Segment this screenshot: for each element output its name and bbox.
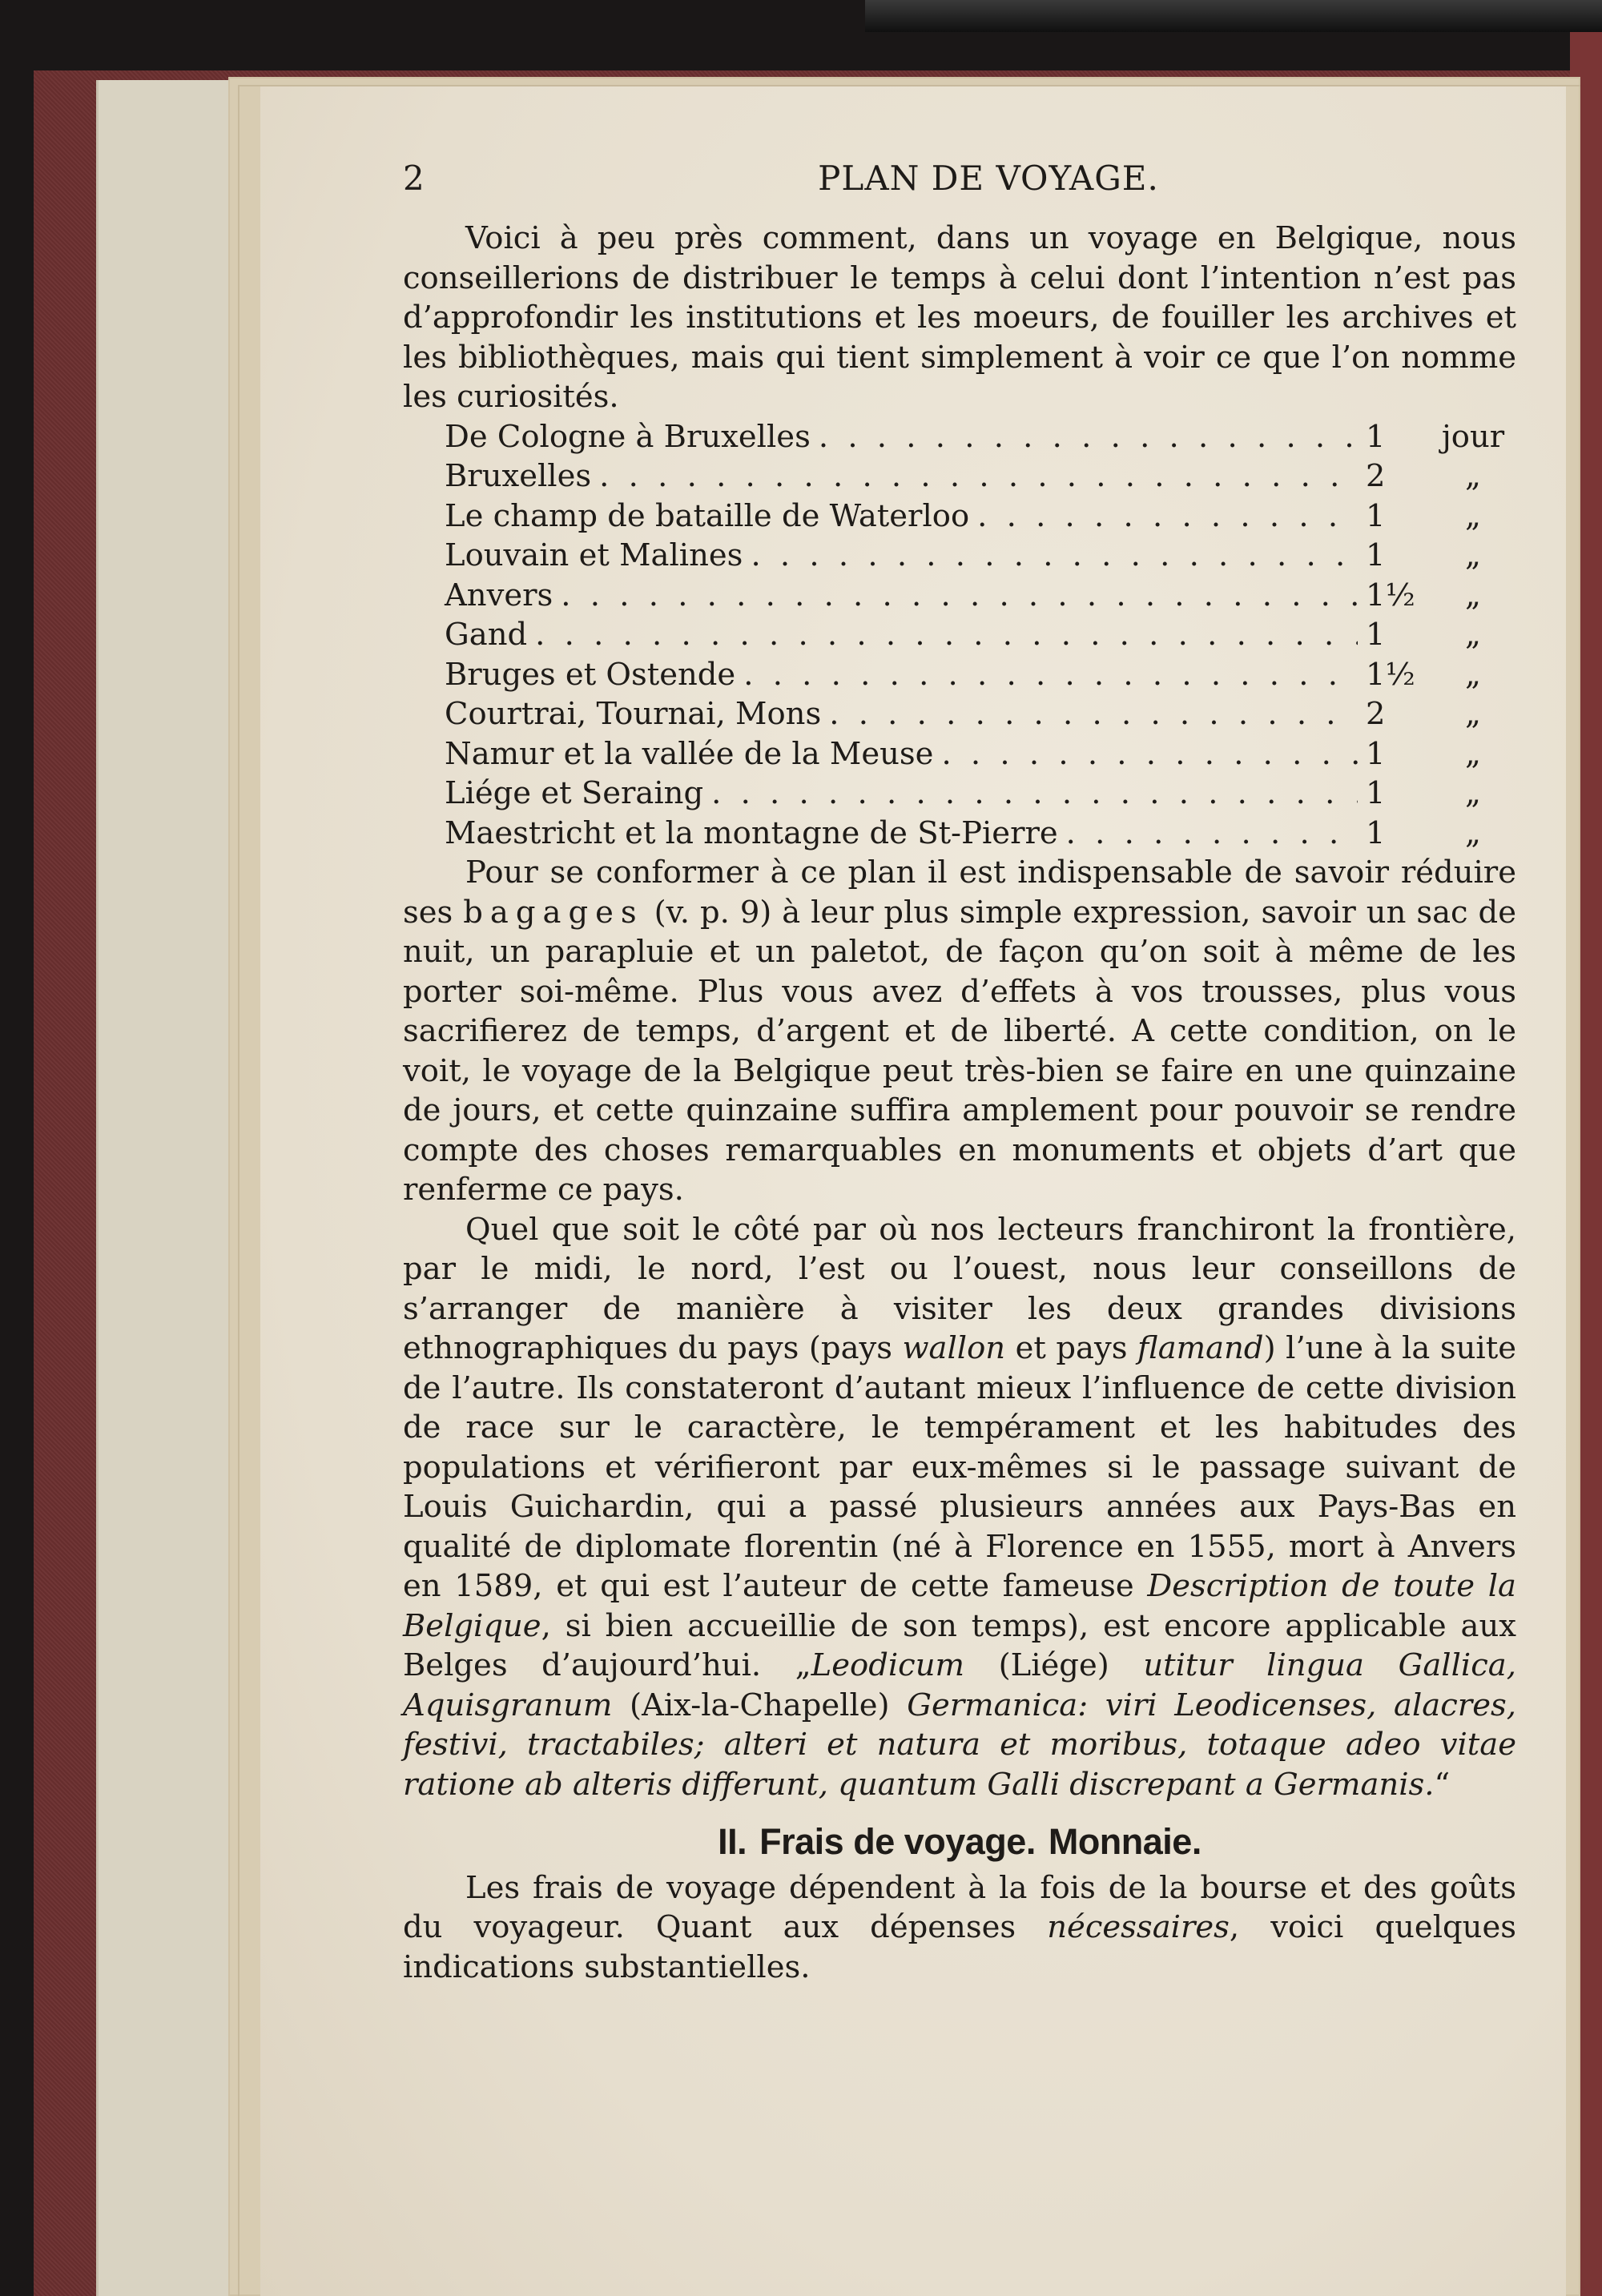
itinerary-unit: „ xyxy=(1465,696,1481,732)
leader-dots xyxy=(711,774,1358,814)
baggage-text-1: Pour se conformer à ce plan il est indispensable de savoir réduire ses xyxy=(403,854,1516,931)
itinerary-days: 1½ xyxy=(1366,656,1415,693)
intro-paragraph: Voici à peu près comment, dans un voyage en Belgique, nous conseillerions de distribuer le temps à celui dont l’intention n’est pas d’approfondir les institutions et les moeurs, de fouiller les archives et les bibliothèques, mais qui tient simplement à voir ce que l’on nomme les curiosités. xyxy=(403,220,1516,415)
itinerary-row xyxy=(445,774,1516,814)
itinerary-days: 1 xyxy=(1366,497,1386,534)
itinerary-place: Anvers xyxy=(445,577,553,613)
frontier-text-3: ) l’une à la suite de l’autre. Ils constateront d’autant mieux l’influence de cette division de race sur le caractère, le tempérament et les habitudes des populations et vérifieront par eux-mêmes si le passage suivant de Louis Guichardin, qui a passé plusieurs années aux Pays-Bas en qualité de diplomate florentin (né à Florence en 1555, mort à Anvers en 1589, et qui est l’auteur de cette fameuse xyxy=(403,1330,1516,1604)
frontier-text-2: et pays xyxy=(1005,1330,1138,1366)
itinerary-place: Namur et la vallée de la Meuse xyxy=(445,735,934,772)
itinerary-list xyxy=(445,417,1516,854)
frontier-italic-1: wallon xyxy=(902,1330,1006,1366)
itinerary-row xyxy=(445,694,1516,734)
itinerary-place: Courtrai, Tournai, Mons xyxy=(445,696,822,732)
baggage-paragraph xyxy=(403,853,1516,1210)
baggage-spaced-word: bagages xyxy=(463,894,644,931)
frontier-text-7: “ xyxy=(1434,1766,1451,1803)
leader-dots xyxy=(1066,814,1358,854)
section-number: II. xyxy=(718,1821,747,1862)
itinerary-place: Liége et Seraing xyxy=(445,775,704,811)
itinerary-unit: „ xyxy=(1465,497,1481,534)
itinerary-unit: „ xyxy=(1465,775,1481,811)
costs-text-2: , voici quelques indications substantielles. xyxy=(403,1909,1516,1985)
leader-dots xyxy=(599,456,1358,497)
background-top-strip xyxy=(865,0,1602,32)
itinerary-days: 1 xyxy=(1366,418,1386,455)
endpaper xyxy=(96,80,235,2296)
itinerary-place: De Cologne à Bruxelles xyxy=(445,418,811,455)
itinerary-place: Maestricht et la montagne de St-Pierre xyxy=(445,814,1058,851)
page-number: 2 xyxy=(403,159,425,198)
frontier-paragraph xyxy=(403,1210,1516,1805)
running-title: PLAN DE VOYAGE. xyxy=(818,159,1159,198)
itinerary-place: Le champ de bataille de Waterloo xyxy=(445,497,970,534)
leader-dots xyxy=(743,655,1358,695)
leader-dots xyxy=(829,694,1358,734)
itinerary-row xyxy=(445,536,1516,576)
leader-dots xyxy=(941,734,1358,774)
itinerary-row xyxy=(445,655,1516,695)
frontier-text-5: (Liége) xyxy=(964,1647,1144,1683)
itinerary-row xyxy=(445,417,1516,457)
itinerary-days: 1 xyxy=(1366,537,1386,573)
itinerary-row xyxy=(445,456,1516,497)
itinerary-place: Gand xyxy=(445,617,528,653)
itinerary-days: 1 xyxy=(1366,617,1386,653)
costs-italic-1: nécessaires xyxy=(1047,1909,1230,1945)
itinerary-unit: „ xyxy=(1465,458,1481,494)
section-subtitle: Monnaie. xyxy=(1048,1821,1202,1862)
itinerary-row xyxy=(445,814,1516,854)
itinerary-row xyxy=(445,615,1516,655)
itinerary-place: Bruges et Ostende xyxy=(445,656,736,693)
baggage-text-2: (v. p. 9) à leur plus simple expression, savoir un sac de nuit, un parapluie et un paletot, de façon qu’on soit à même de les porter soi-même. Plus vous avez d’effets à vos trousses, plus vous sacrifierez de temps, d’argent et de liberté. A cette condition, on le voit, le voyage de la Belgique peut très-bien se faire en une quinzaine de jours, et cette quinzaine suffira amplement pour pouvoir se rendre compte des choses remarquables en monuments et objets d’art que renferme ce pays. xyxy=(403,894,1516,1208)
itinerary-unit: „ xyxy=(1465,656,1481,693)
itinerary-place: Bruxelles xyxy=(445,458,592,494)
page-text xyxy=(403,219,1516,1987)
itinerary-days: 2 xyxy=(1366,696,1386,732)
itinerary-unit: „ xyxy=(1465,537,1481,573)
frontier-italic-5: utitur lingua Gallica, Aquisgranum xyxy=(403,1647,1516,1723)
book-page xyxy=(260,86,1566,2296)
frontier-italic-2: flamand xyxy=(1137,1330,1264,1366)
itinerary-days: 1 xyxy=(1366,735,1386,772)
leader-dots xyxy=(751,536,1358,576)
itinerary-place: Louvain et Malines xyxy=(445,537,743,573)
frontier-italic-6: Germanica: viri Leodicenses, alacres, festivi, tractabiles; alteri et natura et moribus, totaque adeo vitae ratione ab alteris differunt, quantum Galli discrepant a Germanis. xyxy=(403,1687,1516,1803)
section-title: Frais de voyage. xyxy=(759,1821,1036,1862)
itinerary-unit: jour xyxy=(1441,418,1505,455)
itinerary-days: 1 xyxy=(1366,814,1386,851)
costs-paragraph xyxy=(403,1868,1516,1988)
leader-dots xyxy=(819,417,1358,457)
itinerary-row xyxy=(445,734,1516,774)
leader-dots xyxy=(535,615,1358,655)
itinerary-row xyxy=(445,497,1516,537)
leader-dots xyxy=(561,576,1358,616)
frontier-text-1: Quel que soit le côté par où nos lecteurs franchiront la frontière, par le midi, le nord, l’est ou l’ouest, nous leur conseillons de s’arranger de manière à visiter les deux grandes divisions ethnographiques du pays (pays xyxy=(403,1211,1516,1366)
itinerary-unit: „ xyxy=(1465,577,1481,613)
frontier-italic-4: Leodicum xyxy=(811,1647,965,1683)
section-heading xyxy=(403,1822,1516,1862)
itinerary-row xyxy=(445,576,1516,616)
leader-dots xyxy=(977,497,1358,537)
frontier-text-6: (Aix-la-Chapelle) xyxy=(612,1687,908,1723)
page-header xyxy=(403,159,1574,207)
frontier-italic-3: Description de toute la Belgique xyxy=(403,1568,1516,1644)
itinerary-unit: „ xyxy=(1465,617,1481,653)
frontier-text-4: , si bien accueillie de son temps), est encore applicable aux Belges d’aujourd’hui. „ xyxy=(403,1607,1516,1683)
itinerary-days: 1 xyxy=(1366,775,1386,811)
costs-text-1: Les frais de voyage dépendent à la fois de la bourse et des goûts du voyageur. Quant aux dépenses xyxy=(403,1869,1516,1945)
itinerary-days: 1½ xyxy=(1366,577,1415,613)
itinerary-unit: „ xyxy=(1465,735,1481,772)
itinerary-days: 2 xyxy=(1366,458,1386,494)
itinerary-unit: „ xyxy=(1465,814,1481,851)
